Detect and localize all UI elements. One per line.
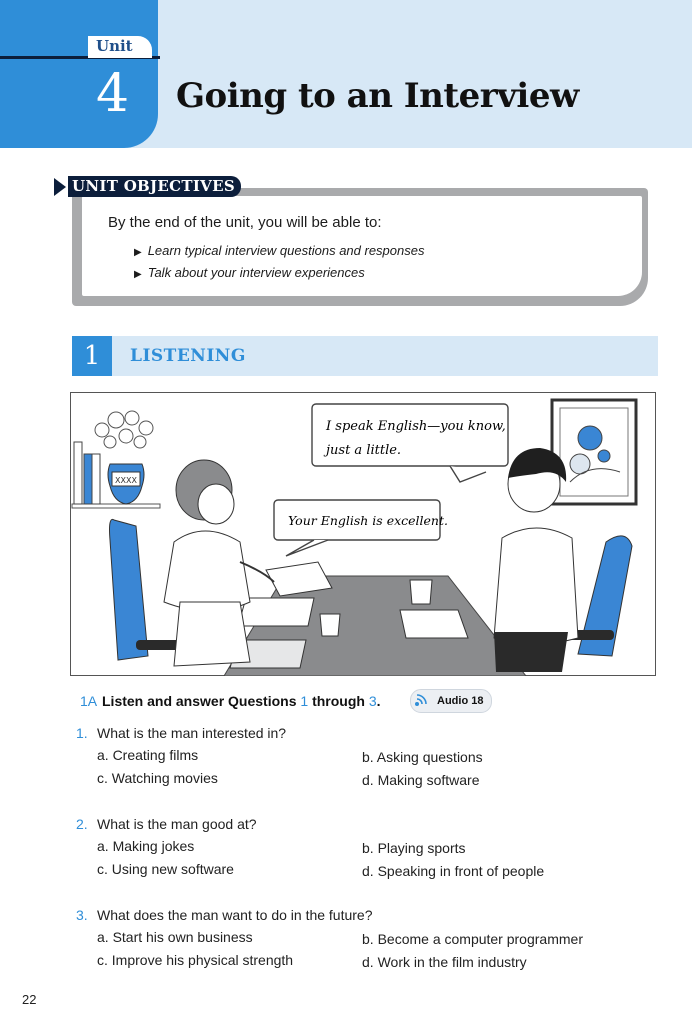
framed-picture-icon xyxy=(552,400,636,504)
question-number: 3. xyxy=(76,907,88,923)
exercise-label: 1A xyxy=(80,693,98,709)
notebook-icon xyxy=(400,610,468,638)
page-title: Going to an Interview xyxy=(176,76,579,116)
answer-option[interactable]: b. Asking questions xyxy=(362,749,483,765)
answer-option[interactable]: a. Making jokes xyxy=(97,838,195,854)
question-text: What does the man want to do in the future? xyxy=(97,907,373,923)
answer-option[interactable]: a. Creating films xyxy=(97,747,199,763)
page-number: 22 xyxy=(22,992,37,1007)
interview-illustration xyxy=(70,392,656,676)
audio-wave-icon xyxy=(414,693,430,707)
instruction-text: Listen and answer Questions xyxy=(102,693,297,709)
instruction-to: 3 xyxy=(368,693,377,709)
audio-button[interactable]: Audio 18 xyxy=(410,689,492,713)
bullet-triangle-icon: ▶ xyxy=(134,269,142,280)
question-text: What is the man interested in? xyxy=(97,725,287,741)
bubble-man-line2: just a little. xyxy=(326,443,402,458)
answer-option[interactable]: d. Making software xyxy=(362,772,480,788)
objectives-arrow-icon xyxy=(54,178,66,196)
unit-number: 4 xyxy=(96,64,130,124)
shelf xyxy=(72,504,160,508)
answer-option[interactable]: d. Speaking in front of people xyxy=(362,863,545,879)
answer-option[interactable]: d. Work in the film industry xyxy=(362,954,527,970)
bubble-woman-text: Your English is excellent. xyxy=(288,513,448,528)
answer-option[interactable]: c. Using new software xyxy=(97,861,234,877)
section-title: LISTENING xyxy=(130,346,246,366)
answer-option[interactable]: c. Improve his physical strength xyxy=(97,952,294,968)
objective-item xyxy=(134,243,424,258)
objective-item-text: Learn typical interview questions and responses xyxy=(147,243,425,258)
answer-option[interactable]: b. Become a computer programmer xyxy=(362,931,583,947)
instruction-from: 1 xyxy=(300,693,309,709)
answer-option[interactable]: a. Start his own business xyxy=(97,929,253,945)
question-number: 2. xyxy=(76,816,88,832)
unit-block xyxy=(0,0,158,148)
instruction-text: . xyxy=(376,693,381,709)
answer-option[interactable]: b. Playing sports xyxy=(362,840,466,856)
bubble-man-line1: I speak English—you know, xyxy=(326,419,506,434)
instruction-text: through xyxy=(312,693,365,709)
unit-label: Unit xyxy=(96,37,133,55)
vase-label: XXXX xyxy=(115,476,137,485)
objective-item xyxy=(134,265,365,280)
objectives-lead: By the end of the unit, you will be able to: xyxy=(108,214,382,231)
question-number: 1. xyxy=(76,725,88,741)
answer-option[interactable]: c. Watching movies xyxy=(97,770,218,786)
objective-item-text: Talk about your interview experiences xyxy=(147,265,365,280)
question-text: What is the man good at? xyxy=(97,816,257,832)
exercise-instruction xyxy=(102,693,381,709)
objectives-heading: UNIT OBJECTIVES xyxy=(68,176,241,197)
section-number: 1 xyxy=(83,341,101,371)
bullet-triangle-icon: ▶ xyxy=(134,247,142,258)
